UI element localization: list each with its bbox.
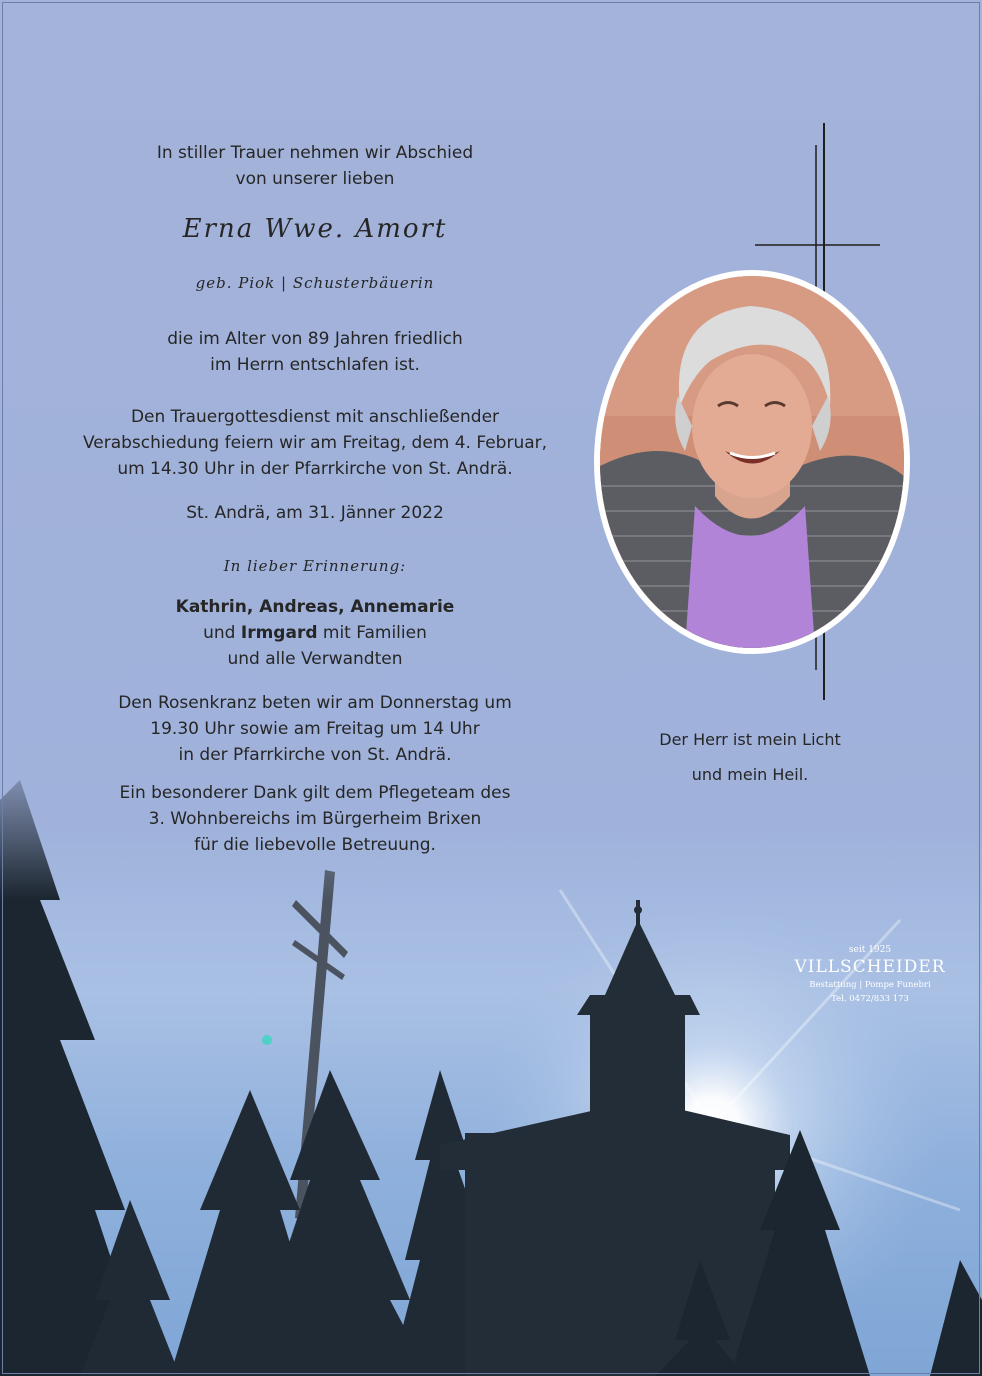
place-date: St. Andrä, am 31. Jänner 2022: [186, 503, 444, 523]
intro-line: In stiller Trauer nehmen wir Abschied: [156, 143, 474, 163]
death-notice-line: im Herrn entschlafen ist.: [210, 355, 420, 375]
family-name-irmgard: Irmgard: [240, 623, 318, 643]
bible-quote-line: Der Herr ist mein Licht: [659, 730, 841, 749]
family-suffix: mit Familien: [317, 623, 427, 643]
thanks-line: für die liebevolle Betreuung.: [194, 835, 436, 855]
thanks-line: Ein besonderer Dank gilt dem Pflegeteam des: [119, 783, 511, 803]
family-prefix: und: [203, 623, 241, 643]
thanks-text: [60, 780, 570, 858]
service-line: Den Trauergottesdienst mit anschließender: [130, 407, 500, 427]
thanks-line: 3. Wohnbereichs im Bürgerheim Brixen: [148, 809, 482, 829]
logo-brand: VILLSCHEIDER: [794, 957, 946, 977]
death-notice-line: die im Alter von 89 Jahren friedlich: [167, 329, 463, 349]
funeral-service-text: [60, 404, 570, 482]
family-text: [60, 594, 570, 672]
rosary-text: [60, 690, 570, 768]
rosary-line: Den Rosenkranz beten wir am Donnerstag um: [118, 693, 512, 713]
logo-phone: Tel. 0472/833 173: [831, 994, 909, 1004]
family-line: [60, 620, 570, 646]
funeral-home-logo: [790, 944, 950, 1006]
deceased-name: Erna Wwe. Amort: [182, 214, 448, 244]
remembrance-heading: In lieber Erinnerung:: [223, 557, 407, 575]
service-line: um 14.30 Uhr in der Pfarrkirche von St. Andrä.: [117, 459, 513, 479]
family-relatives: und alle Verwandten: [227, 649, 403, 669]
intro-line: von unserer lieben: [235, 169, 395, 189]
birth-info: geb. Piok | Schusterbäuerin: [195, 274, 435, 292]
service-line: Verabschiedung feiern wir am Freitag, dem 4. Februar,: [82, 433, 548, 453]
bible-quote-line: und mein Heil.: [691, 765, 809, 784]
logo-since: seit 1925: [848, 945, 892, 955]
family-names: Kathrin, Andreas, Annemarie: [175, 597, 455, 617]
rosary-line: 19.30 Uhr sowie am Freitag um 14 Uhr: [150, 719, 480, 739]
intro-text: [60, 140, 570, 192]
logo-subtitle: Bestattung | Pompe Funebri: [809, 980, 931, 990]
death-notice: [60, 326, 570, 378]
portrait-photo: [600, 276, 904, 648]
rosary-line: in der Pfarrkirche von St. Andrä.: [178, 745, 452, 765]
portrait-image: [600, 276, 904, 648]
